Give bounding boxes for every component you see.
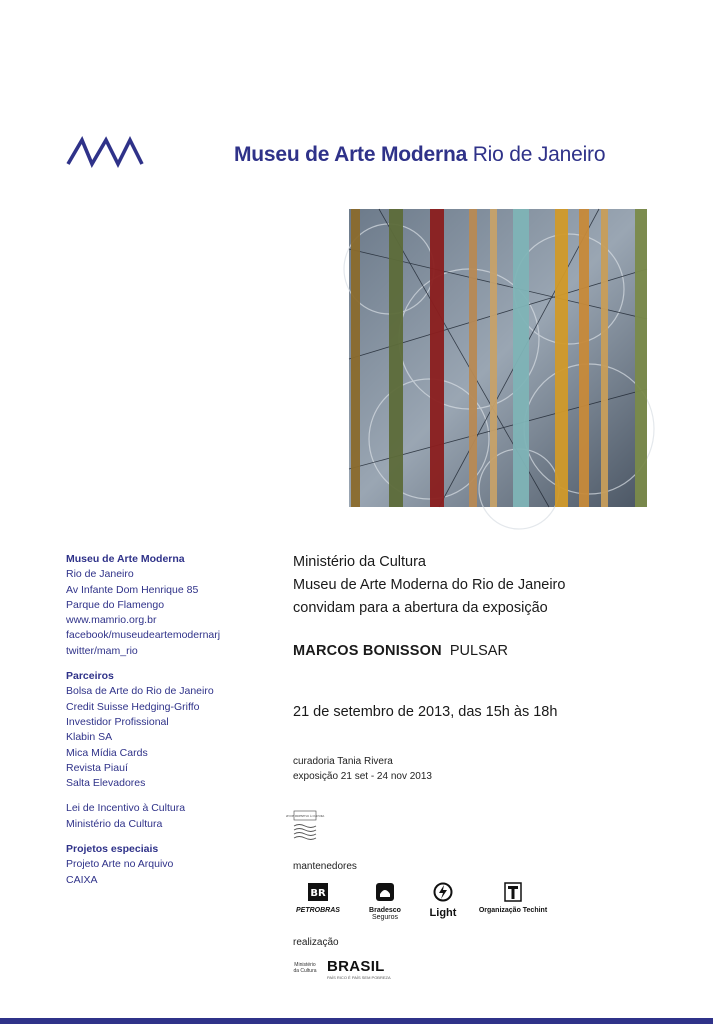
sidebar-museum-park: Parque do Flamengo xyxy=(66,598,165,611)
invitation-text xyxy=(293,551,693,620)
sidebar xyxy=(66,552,266,888)
invitation xyxy=(293,551,693,659)
techint-logo xyxy=(473,882,553,914)
sidebar-museum-city: Rio de Janeiro xyxy=(66,568,134,581)
sponsors-label: mantenedores xyxy=(293,861,357,872)
ministry-culture-logo: Ministério da Cultura xyxy=(293,962,317,974)
bradesco-sub: Seguros xyxy=(371,914,399,921)
opening-date: 21 de setembro de 2013, das 15h às 18h xyxy=(293,704,558,720)
brasil-slogan: PAÍS RICO É PAÍS SEM POBREZA xyxy=(327,975,391,980)
bradesco-name: Bradesco xyxy=(369,907,401,914)
curation-info xyxy=(293,754,432,784)
sidebar-museum-facebook[interactable]: facebook/museudeartemodernarj xyxy=(66,629,221,642)
sidebar-partners-title: Parceiros xyxy=(66,670,114,683)
realization-label: realização xyxy=(293,937,339,948)
museum-title-bold: Museu de Arte Moderna xyxy=(234,143,468,166)
sidebar-special-title: Projetos especiais xyxy=(66,843,159,856)
sidebar-law: Lei de Incentivo à Cultura xyxy=(66,802,186,815)
exhibition-name: PULSAR xyxy=(449,643,508,659)
artwork-image xyxy=(349,209,647,507)
sidebar-museum-twitter[interactable]: twitter/mam_rio xyxy=(66,644,138,657)
sidebar-museum-title: Museu de Arte Moderna xyxy=(66,553,185,565)
sidebar-partner: Credit Suisse Hedging-Griffo xyxy=(66,700,200,713)
techint-icon xyxy=(504,882,522,902)
lei-logo-text: LEI DE INCENTIVO À CULTURA xyxy=(285,815,325,818)
invitation-line: Museu de Arte Moderna do Rio de Janeiro xyxy=(293,577,566,593)
sidebar-ministry: Ministério da Cultura xyxy=(66,817,163,830)
techint-name: Organização Techint xyxy=(478,907,548,914)
sidebar-partner: Revista Piauí xyxy=(66,761,128,774)
petrobras-icon xyxy=(307,882,329,902)
sidebar-special-item: CAIXA xyxy=(66,873,98,886)
brasil-logo: BRASIL xyxy=(327,958,385,975)
lei-incentivo-logo xyxy=(285,810,325,840)
sidebar-partner: Investidor Profissional xyxy=(66,715,169,728)
light-logo xyxy=(423,882,463,919)
museum-title-city: Rio de Janeiro xyxy=(472,143,606,166)
light-bolt-icon xyxy=(433,882,453,902)
artist-name: MARCOS BONISSON xyxy=(293,643,442,659)
invitation-line: Ministério da Cultura xyxy=(293,554,426,570)
sidebar-museum-address: Av Infante Dom Henrique 85 xyxy=(66,583,199,596)
bottom-bar xyxy=(0,1018,713,1024)
sidebar-partner: Salta Elevadores xyxy=(66,777,146,790)
svg-text:BR: BR xyxy=(310,888,326,899)
invitation-line: convidam para a abertura da exposição xyxy=(293,600,548,616)
sidebar-partner: Mica Mídia Cards xyxy=(66,746,148,759)
museum-title xyxy=(234,143,605,167)
bradesco-logo xyxy=(363,882,407,921)
sidebar-special-item: Projeto Arte no Arquivo xyxy=(66,858,174,871)
curator: curadoria Tania Rivera xyxy=(293,756,393,767)
mam-logo xyxy=(66,136,146,166)
petrobras-name: PETROBRAS xyxy=(296,907,340,914)
light-name: Light xyxy=(429,907,457,919)
sidebar-museum-website[interactable]: www.mamrio.org.br xyxy=(66,614,157,627)
bradesco-icon xyxy=(375,882,395,902)
sidebar-partner: Bolsa de Arte do Rio de Janeiro xyxy=(66,685,214,698)
sidebar-partner: Klabin SA xyxy=(66,731,113,744)
artist-exhibition xyxy=(293,643,693,659)
sponsors-row xyxy=(293,882,553,928)
exhibition-period: exposição 21 set - 24 nov 2013 xyxy=(293,771,432,782)
petrobras-logo xyxy=(293,882,343,914)
